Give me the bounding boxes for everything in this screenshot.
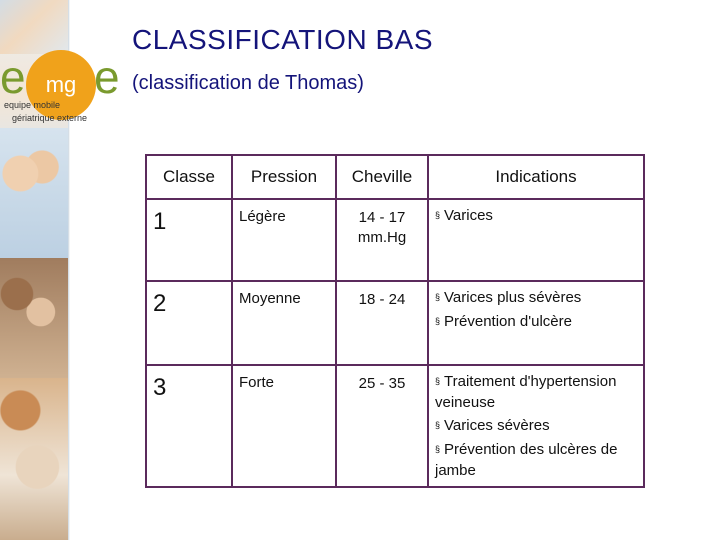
- table-row: [146, 365, 644, 487]
- cell-indications: [428, 365, 644, 487]
- table-row: [146, 281, 644, 365]
- header-pression: Pression: [232, 155, 336, 199]
- indication-item: § Prévention d'ulcère: [435, 313, 572, 330]
- cell-classe: 2: [146, 281, 232, 365]
- caregiver-photo: [0, 378, 68, 540]
- classification-table: [145, 154, 645, 488]
- cell-classe: 1: [146, 199, 232, 281]
- cell-cheville: 25 - 35: [336, 365, 428, 487]
- header-classe: Classe: [146, 155, 232, 199]
- bullet-icon: §: [435, 292, 441, 302]
- indication-item: § Prévention des ulcères de jambe: [435, 441, 618, 479]
- bullet-icon: §: [435, 444, 441, 454]
- cell-cheville: 14 - 17 mm.Hg: [336, 199, 428, 281]
- logo-letter-left: e: [0, 51, 26, 103]
- bullet-icon: §: [435, 420, 441, 430]
- cell-pression: Forte: [232, 365, 336, 487]
- indication-item: § Varices: [435, 207, 493, 224]
- indication-item: § Varices sévères: [435, 417, 550, 434]
- cell-indications: [428, 281, 644, 365]
- logo-tagline-1: equipe mobile: [4, 100, 61, 110]
- slide-title: CLASSIFICATION BAS: [132, 24, 433, 55]
- table-row: [146, 199, 644, 281]
- logo-tagline-2: gériatrique externe: [12, 113, 88, 123]
- header-indications: Indications: [428, 155, 644, 199]
- emge-logo: [0, 50, 135, 130]
- header-cheville: Cheville: [336, 155, 428, 199]
- medical-staff-photo: [0, 128, 68, 258]
- bullet-icon: §: [435, 316, 441, 326]
- bullet-icon: §: [435, 376, 441, 386]
- cell-classe: 3: [146, 365, 232, 487]
- logo-letter-right: e: [94, 51, 120, 103]
- table-header-row: [146, 155, 644, 199]
- indication-item: § Traitement d'hypertension veineuse: [435, 373, 617, 411]
- logo-center-text: mg: [45, 72, 77, 97]
- cell-pression: Moyenne: [232, 281, 336, 365]
- indication-item: § Varices plus sévères: [435, 289, 582, 306]
- cell-pression: Légère: [232, 199, 336, 281]
- cell-cheville: 18 - 24: [336, 281, 428, 365]
- cell-indications: [428, 199, 644, 281]
- handshake-photo: [0, 0, 68, 54]
- slide-subtitle: (classification de Thomas): [132, 72, 364, 94]
- elderly-care-photo: [0, 258, 68, 378]
- bullet-icon: §: [435, 210, 441, 220]
